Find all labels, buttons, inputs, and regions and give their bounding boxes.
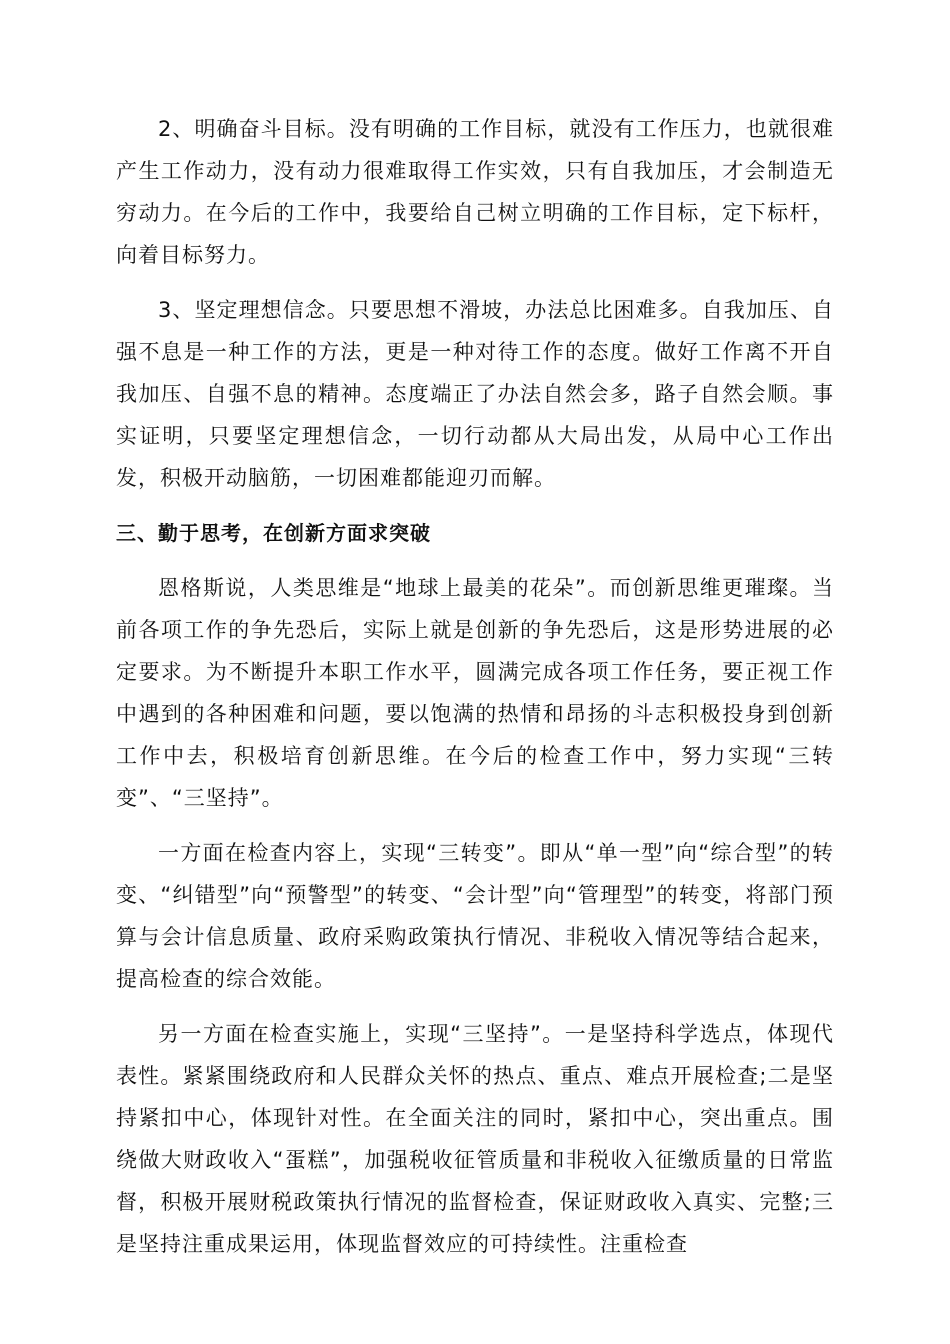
paragraph-gap xyxy=(116,819,834,832)
section-heading: 三、勤于思考，在创新方面求突破 xyxy=(116,521,431,545)
paragraph-gap xyxy=(116,499,834,512)
paragraph-three-changes: 一方面在检查内容上，实现“三转变”。即从“单一型”向“综合型”的转变、“纠错型”向“预警型”的转变、“会计型”向“管理型”的转变，将部门预算与会计信息质量、政府采购政策执行情况、非税收入情况等结合起来，提高检查的综合效能。 xyxy=(116,841,834,991)
paragraph-gap xyxy=(116,554,834,567)
document-body xyxy=(116,108,834,1265)
paragraph-goal: 2、明确奋斗目标。没有明确的工作目标，就没有工作压力，也就很难产生工作动力，没有动力很难取得工作实效，只有自我加压，才会制造无穷动力。在今后的工作中，我要给自己树立明确的工作目标，定下标杆，向着目标努力。 xyxy=(116,117,834,267)
paragraph-belief: 3、坚定理想信念。只要思想不滑坡，办法总比困难多。自我加压、自强不息是一种工作的方法，更是一种对待工作的态度。做好工作离不开自我加压、自强不息的精神。态度端正了办法自然会多，路子自然会顺。事实证明，只要坚定理想信念，一切行动都从大局出发，从局中心工作出发，积极开动脑筋，一切困难都能迎刃而解。 xyxy=(116,298,834,490)
paragraph-three-persistences: 另一方面在检查实施上，实现“三坚持”。一是坚持科学选点，体现代表性。紧紧围绕政府和人民群众关怀的热点、重点、难点开展检查;二是坚持紧扣中心，体现针对性。在全面关注的同时，紧扣中心，突出重点。围绕做大财政收入“蛋糕”，加强税收征管质量和非税收入征缴质量的日常监督，积极开展财税政策执行情况的监督检查，保证财政收入真实、完整;三是坚持注重成果运用，体现监督效应的可持续性。注重检查 xyxy=(116,1022,834,1256)
paragraph-gap xyxy=(116,1000,834,1013)
paragraph-innovation: 恩格斯说，人类思维是“地球上最美的花朵”。而创新思维更璀璨。当前各项工作的争先恐后，实际上就是创新的争先恐后，这是形势进展的必定要求。为不断提升本职工作水平，圆满完成各项工作任务，要正视工作中遇到的各种困难和问题，要以饱满的热情和昂扬的斗志积极投身到创新工作中去，积极培育创新思维。在今后的检查工作中，努力实现“三转变”、“三坚持”。 xyxy=(116,576,834,810)
paragraph-gap xyxy=(116,276,834,289)
